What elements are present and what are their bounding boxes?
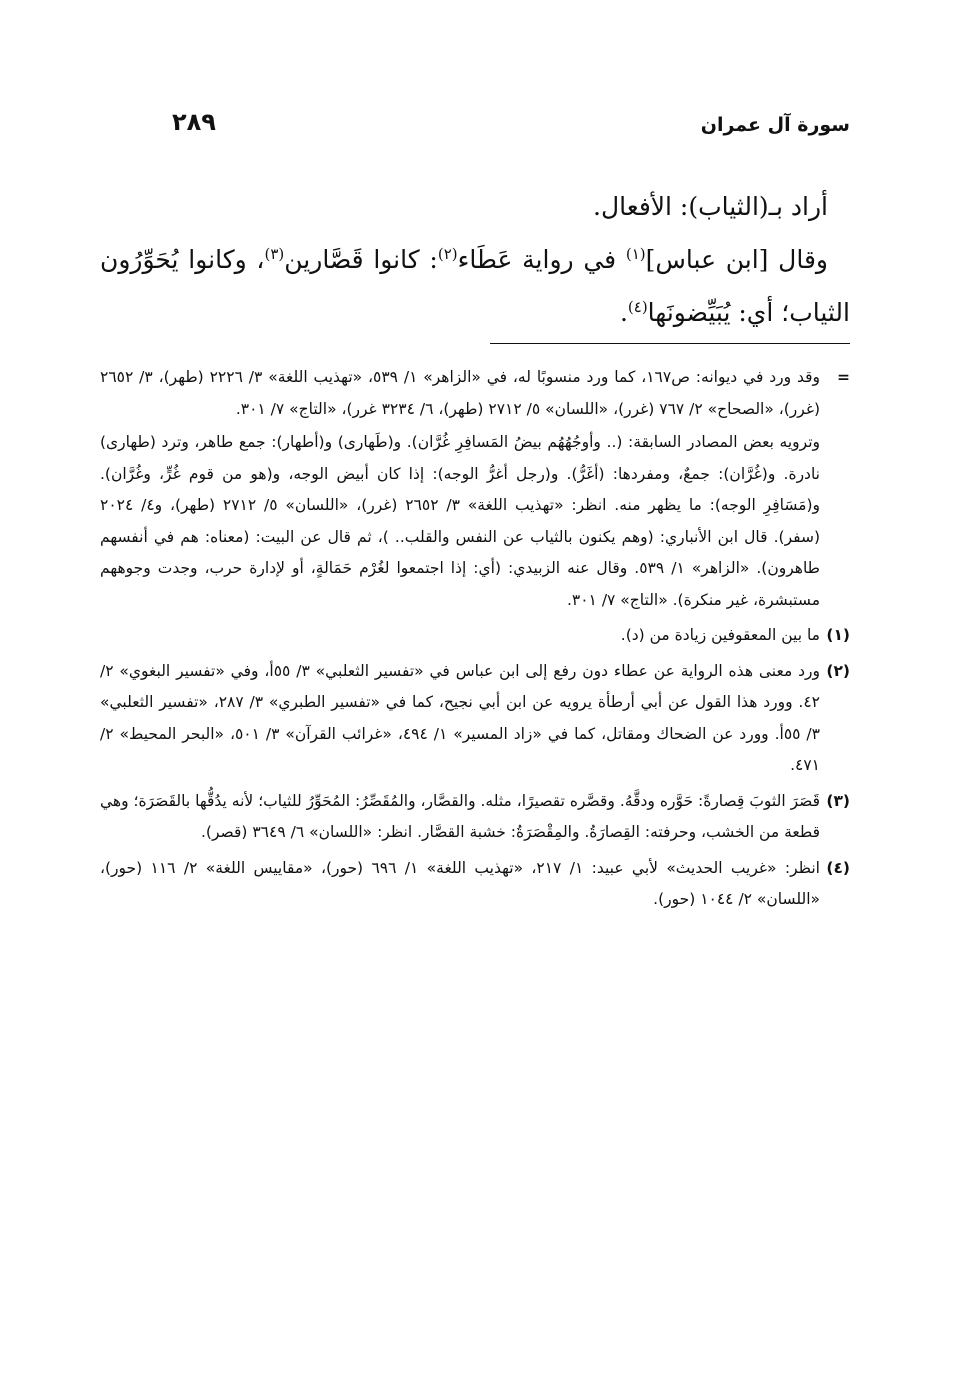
main-paragraph-2 — [100, 233, 850, 339]
footnote-paragraph: ما بين المعقوفين زيادة من (د). — [620, 626, 820, 644]
footnote-paragraph: قَصَرَ الثوبَ قِصارةً: حَوَّره ودقَّهُ. وقصَّره تقصيرًا، مثله. والقصَّار، والمُقَصِّرُ: المُحَوِّرُ للثياب؛ لأنه يدُقُّها بالقَصَرَة؛ وهي قطعة من الخشب، وحرفته: القِصارَةُ. والمِقْصَرَةُ: خشبة القصَّار. انظر: «اللسان» ٦/ ٣٦٤٩ (قصر). — [100, 791, 820, 841]
main-text-segment: في رواية عَطَاء — [457, 245, 626, 274]
footnote-marker: (١) — [826, 626, 850, 644]
main-text-segment: ، وكانوا يُحَوِّرُون الثياب؛ أي: يُبَيِّضونَها — [100, 245, 850, 327]
footnote-paragraph: انظر: «غريب الحديث» لأبي عبيد: ١/ ٢١٧، «تهذيب اللغة» ١/ ٦٩٦ (حور)، «مقاييس اللغة» ٢/ ١١٦ (حور)، «اللسان» ٢/ ١٠٤٤ (حور). — [100, 858, 820, 908]
footnotes — [100, 362, 850, 920]
footnote-marker: (٢) — [826, 661, 850, 680]
main-text-segment: : كانوا قَصَّارين — [284, 245, 438, 274]
footnote-body — [100, 620, 820, 652]
book-page — [100, 0, 850, 1380]
main-text — [100, 180, 850, 339]
footnote-ref-1: (١) — [625, 245, 646, 263]
footnote-ref-4: (٤) — [627, 298, 648, 316]
main-line-1: أراد بـ(الثياب): الأفعال. — [593, 192, 828, 221]
footnote-paragraph: ورد معنى هذه الرواية عن عطاء دون رفع إلى ابن عباس في «تفسير الثعلبي» ٣/ ٥٥أ، وفي «تفسير البغوي» ٢/ ٤٢. وورد هذا القول عن أبي أرطأة يرويه عن ابن أبي نجيح، كما في «تفسير الطبري» ٣/ ٢٨٧، «تفسير الثعلبي» ٣/ ٥٥أ. وورد عن الضحاك ومقاتل، كما في «زاد المسير» ١/ ٤٩٤، «غرائب القرآن» ٣/ ٥٠١، «البحر المحيط» ٢/ ٤٧١. — [100, 661, 820, 774]
footnote-ref-2: (٢) — [437, 245, 458, 263]
surah-title: سورة آل عمران — [700, 114, 850, 136]
footnote-marker: = — [837, 368, 850, 386]
footnote-1 — [100, 620, 850, 652]
footnote-marker: (٣) — [826, 791, 850, 810]
footnote-4 — [100, 853, 850, 916]
footnote-body — [100, 853, 820, 916]
main-text-segment: . — [619, 298, 628, 327]
footnote-3 — [100, 786, 850, 849]
footnote-paragraph: وترويه بعض المصادر السابقة: (.. وأوجُهُهُم بيضُ المَسافِرِ غُرَّان). و(طَهارى) و(أطهار): جمع طاهر، وترد (طهارى) نادرة. و(غُرَّان): جمعٌ، ومفردها: (أغَرُّ). و(رجل أغرُّ الوجه): إذا كان أبيض الوجه، و(هو من قوم غُرٍّ، وغُرَّان). و(مَسَافِرِ الوجه): ما يظهر منه. انظر: «تهذيب اللغة» ٣/ ٢٦٥٢ (غرر)، «اللسان» ٥/ ٢٧١٢ (طهر)، و٤/ ٢٠٢٤ (سفر). قال ابن الأنباري: (وهم يكنون بالثياب عن النفس والقلب.. )، ثم قال عن البيت: (معناه: هم في أنفسهم طاهرون). «الزاهر» ١/ ٥٣٩. وقال عنه الزبيدي: (أي: إذا اجتمعوا لغُرْم حَمَالةٍ، أو لإدارة حرب، وجدت وجوههم مستبشرة، غير منكرة). «التاج» ٧/ ٣٠١. — [100, 433, 821, 609]
footnote-2 — [100, 656, 850, 782]
footnote-separator — [490, 343, 850, 344]
footnote-body — [100, 362, 820, 616]
footnote-marker: (٤) — [826, 858, 850, 877]
footnote-ref-3: (٣) — [264, 245, 285, 263]
footnote-continuation — [100, 362, 850, 616]
footnote-paragraph: وقد ورد في ديوانه: ص١٦٧، كما ورد منسوبًا له، في «الزاهر» ١/ ٥٣٩، «تهذيب اللغة» ٣/ ٢٢٢٦ (طهر)، ٣/ ٢٦٥٢ (غرر)، «الصحاح» ٢/ ٧٦٧ (غرر)، «اللسان» ٥/ ٢٧١٢ (طهر)، ٦/ ٣٢٣٤ غرر)، «التاج» ٧/ ٣٠١. — [100, 368, 820, 418]
page-header — [100, 108, 850, 148]
footnote-body — [100, 656, 820, 782]
main-text-segment: وقال [ابن عباس] — [645, 245, 828, 274]
page-number: ٢٨٩ — [172, 108, 216, 136]
footnote-body — [100, 786, 820, 849]
